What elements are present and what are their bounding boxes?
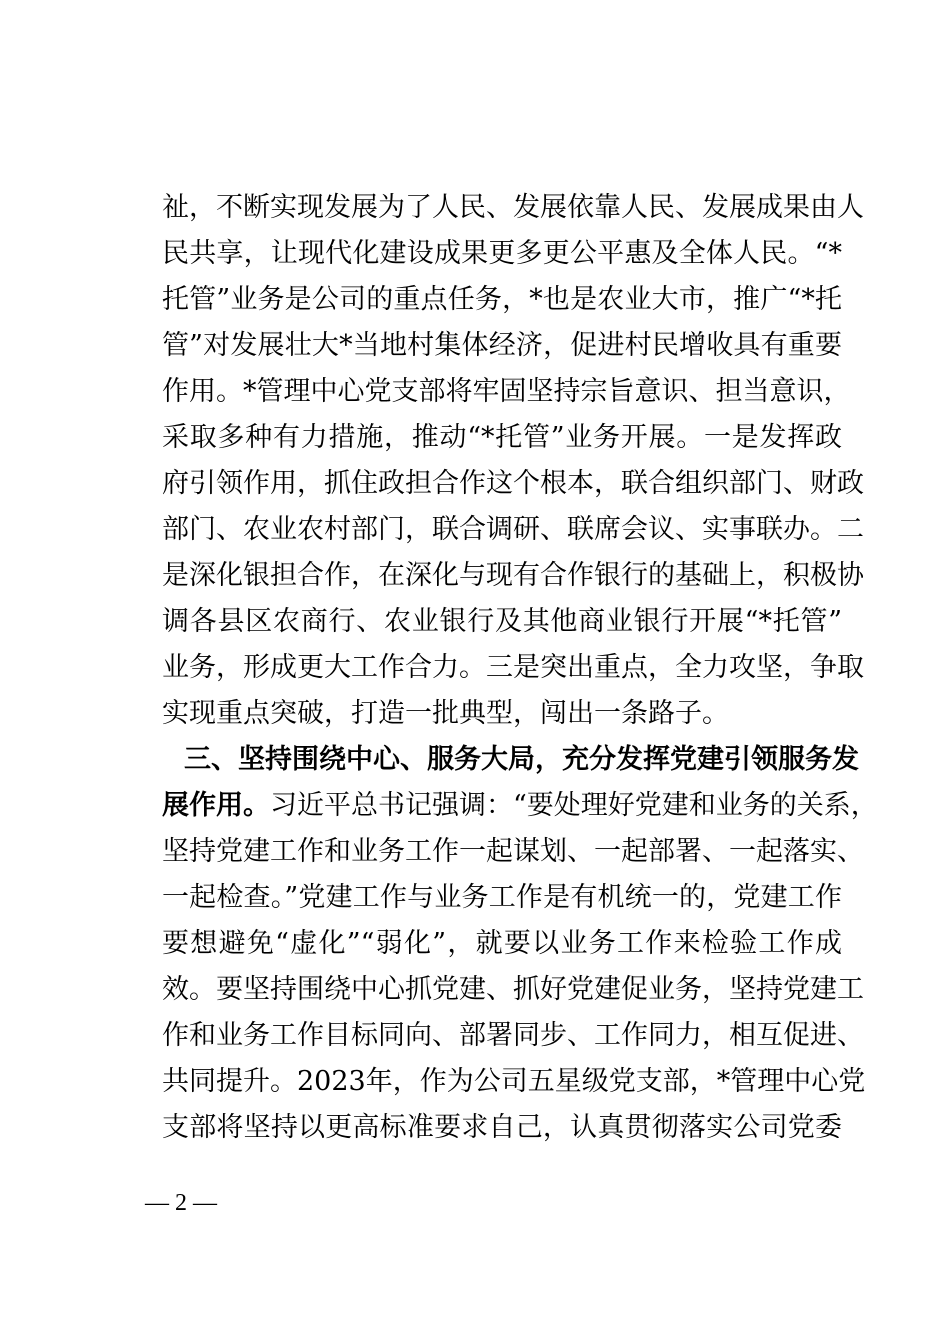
body2-line-5: 作和业务工作目标同向、部署同步、工作同力，相互促进、 [162, 1020, 864, 1051]
body2-line-6: 共同提升。2023年，作为公司五星级党支部，*管理中心党 [162, 1066, 866, 1097]
section-heading-tail: 展作用。 [162, 790, 270, 821]
body-line-10: 调各县区农商行、农业银行及其他商业银行开展“*托管” [162, 606, 842, 637]
body-line-3: 托管”业务是公司的重点任务，*也是农业大市，推广“*托 [162, 284, 842, 315]
section-heading-line-2 [162, 783, 878, 829]
body-line-9: 是深化银担合作，在深化与现有合作银行的基础上，积极协 [162, 560, 864, 591]
body-line-7: 府引领作用，抓住政担合作这个根本，联合组织部门、财政 [162, 468, 864, 499]
body-line-1: 祉，不断实现发展为了人民、发展依靠人民、发展成果由人 [162, 192, 864, 223]
body-line-5: 作用。*管理中心党支部将牢固坚持宗旨意识、担当意识， [162, 376, 851, 407]
body-line-8: 部门、农业农村部门，联合调研、联席会议、实事联办。二 [162, 514, 864, 545]
body-line-6: 采取多种有力措施，推动“*托管”业务开展。一是发挥政 [162, 422, 842, 453]
section-body-start: 习近平总书记强调：“要处理好党建和业务的关系， [270, 790, 878, 821]
body2-line-2: 一起检查。”党建工作与业务工作是有机统一的，党建工作 [162, 882, 842, 913]
body-line-2: 民共享，让现代化建设成果更多更公平惠及全体人民。“* [162, 238, 842, 269]
body2-line-7: 支部将坚持以更高标准要求自己，认真贯彻落实公司党委 [162, 1112, 842, 1143]
section-heading-line-1: 三、坚持围绕中心、服务大局，充分发挥党建引领服务发 [184, 744, 859, 775]
body2-line-4: 效。要坚持围绕中心抓党建、抓好党建促业务，坚持党建工 [162, 974, 864, 1005]
body-line-4: 管”对发展壮大*当地村集体经济，促进村民增收具有重要 [162, 330, 842, 361]
page-number: — 2 — [145, 1190, 217, 1216]
body-line-12: 实现重点突破，打造一批典型，闯出一条路子。 [162, 698, 729, 729]
body-line-11: 业务，形成更大工作合力。三是突出重点，全力攻坚，争取 [162, 652, 864, 683]
body2-line-1: 坚持党建工作和业务工作一起谋划、一起部署、一起落实、 [162, 836, 864, 867]
body2-line-3: 要想避免“虚化”“弱化”，就要以业务工作来检验工作成 [162, 928, 842, 959]
